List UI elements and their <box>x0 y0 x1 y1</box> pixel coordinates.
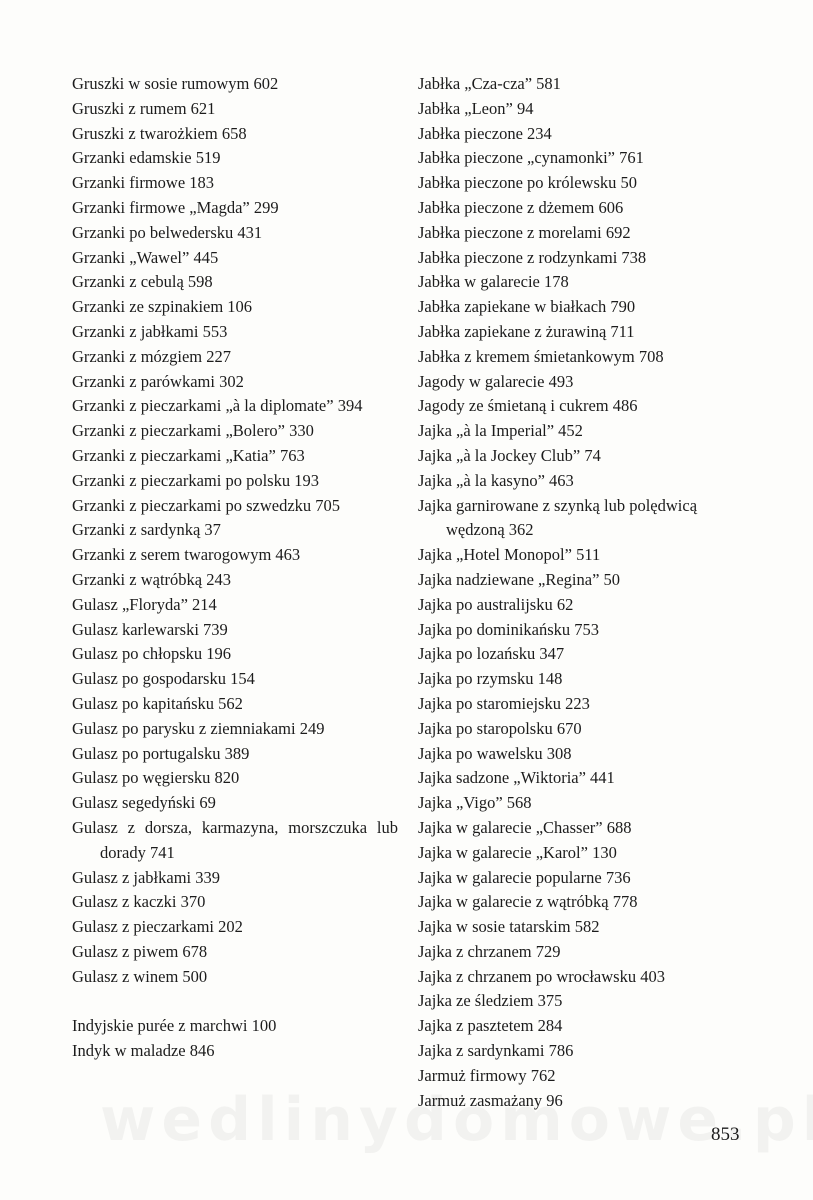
index-entry: Jajka po wawelsku 308 <box>418 743 572 763</box>
index-entry: Jabłka pieczone 234 <box>418 123 552 143</box>
index-entry: Gulasz z winem 500 <box>72 966 208 986</box>
index-entry: Gulasz po kapitańsku 562 <box>72 693 243 713</box>
index-entry: Grzanki po belwedersku 431 <box>72 222 263 242</box>
index-entry: Jajka w galarecie z wątróbką 778 <box>418 892 638 912</box>
index-entry: Gulasz „Floryda” 214 <box>72 594 217 614</box>
index-entry: Jajka z pasztetem 284 <box>418 1016 563 1036</box>
index-entry: Jajka w galarecie „Karol” 130 <box>418 842 617 862</box>
index-entry: Jajka nadziewane „Regina” 50 <box>418 569 621 589</box>
index-entry: Grzanki z pieczarkami po polsku 193 <box>72 470 319 490</box>
index-entry: Jajka sadzone „Wiktoria” 441 <box>418 768 615 788</box>
index-entry: Jajka po rzymsku 148 <box>418 669 563 689</box>
index-entry: Grzanki z serem twarogowym 463 <box>72 545 301 565</box>
index-entry: Jabłka pieczone „cynamonki” 761 <box>418 148 644 168</box>
index-entry: Grzanki z parówkami 302 <box>72 371 244 391</box>
index-entry: Jajka w sosie tatarskim 582 <box>418 917 600 937</box>
index-entry: Grzanki z pieczarkami „Katia” 763 <box>72 445 305 465</box>
index-entry: Gulasz po parysku z ziemniakami 249 <box>72 718 325 738</box>
index-entry: Jajka po dominikańsku 753 <box>418 619 600 639</box>
index-entry: Grzanki ze szpinakiem 106 <box>72 297 253 317</box>
index-entry: Gulasz po węgiersku 820 <box>72 768 240 788</box>
index-entry: Gruszki z rumem 621 <box>72 98 216 118</box>
index-entry: Jajka „Hotel Monopol” 511 <box>418 545 601 565</box>
index-entry: Jabłka zapiekane z żurawiną 711 <box>418 321 635 341</box>
index-entry: Jajka z chrzanem po wrocławsku 403 <box>418 966 665 986</box>
index-entry: Jajka w galarecie popularne 736 <box>418 867 631 887</box>
index-entry: Gulasz z piwem 678 <box>72 941 208 961</box>
index-entry: Jagody w galarecie 493 <box>418 371 574 391</box>
index-entry: Gulasz po chłopsku 196 <box>72 644 232 664</box>
index-entry: Jajka po australijsku 62 <box>418 594 574 614</box>
index-entry: Indyjskie purée z marchwi 100 <box>72 1016 277 1036</box>
index-entry: Grzanki z cebulą 598 <box>72 272 213 292</box>
index-entry: Jajka z chrzanem 729 <box>418 941 561 961</box>
index-entry: Jabłka pieczone z dżemem 606 <box>418 197 624 217</box>
index-entry: Jajka z sardynkami 786 <box>418 1041 574 1061</box>
index-entry: Jajka w galarecie „Chasser” 688 <box>418 817 632 837</box>
index-entry: Gulasz po gospodarsku 154 <box>72 669 255 689</box>
watermark <box>100 1085 813 1155</box>
index-entry: Grzanki firmowe „Magda” 299 <box>72 197 279 217</box>
index-entry: Jajka garnirowane z szynką lub polędwicą wędzoną 362 <box>418 495 698 540</box>
index-entry: Gulasz z jabłkami 339 <box>72 867 221 887</box>
page-number: 853 <box>711 1124 740 1145</box>
index-entry: Indyk w maladze 846 <box>72 1041 215 1061</box>
index-entry: Jajka ze śledziem 375 <box>418 991 563 1011</box>
index-entry: Jajka po lozańsku 347 <box>418 644 565 664</box>
index-entry: Gulasz z kaczki 370 <box>72 892 206 912</box>
index-column-right <box>418 72 756 1113</box>
index-entry: Gulasz z dorsza, karmazyna, morszczuka lub dorady 741 <box>72 817 398 862</box>
index-section-gap <box>72 989 398 1014</box>
index-entry: Jabłka w galarecie 178 <box>418 272 569 292</box>
index-entry: Gulasz segedyński 69 <box>72 793 216 813</box>
index-entry: Jabłka pieczone po królewsku 50 <box>418 173 638 193</box>
index-entry: Jabłka pieczone z rodzynkami 738 <box>418 247 647 267</box>
index-entry: Grzanki z sardynką 37 <box>72 520 221 540</box>
index-entry: Grzanki z jabłkami 553 <box>72 321 228 341</box>
index-entry: Gulasz karlewarski 739 <box>72 619 228 639</box>
index-entry: Grzanki „Wawel” 445 <box>72 247 219 267</box>
index-entry: Jajka po staromiejsku 223 <box>418 693 590 713</box>
index-entry: Gulasz z pieczarkami 202 <box>72 917 243 937</box>
index-entry: Grzanki z pieczarkami „à la diplomate” 394 <box>72 396 363 416</box>
index-entry: Grzanki z pieczarkami „Bolero” 330 <box>72 421 314 441</box>
index-entry: Grzanki z pieczarkami po szwedzku 705 <box>72 495 341 515</box>
index-entry: Jajka „Vigo” 568 <box>418 793 532 813</box>
index-entry: Grzanki z wątróbką 243 <box>72 569 231 589</box>
index-entry: Jajka „à la kasyno” 463 <box>418 470 574 490</box>
index-entry: Gruszki z twarożkiem 658 <box>72 123 247 143</box>
index-entry: Grzanki z mózgiem 227 <box>72 346 231 366</box>
index-entry: Grzanki edamskie 519 <box>72 148 221 168</box>
index-entry: Jabłka pieczone z morelami 692 <box>418 222 631 242</box>
index-entry: Grzanki firmowe 183 <box>72 173 215 193</box>
index-entry: Gruszki w sosie rumowym 602 <box>72 74 279 93</box>
index-entry: Jajka „à la Imperial” 452 <box>418 421 583 441</box>
index-entry: Jarmuż firmowy 762 <box>418 1065 556 1085</box>
index-entry: Jabłka „Cza-cza” 581 <box>418 74 561 93</box>
index-entry: Jabłka „Leon” 94 <box>418 98 534 118</box>
index-column-left <box>72 72 398 1064</box>
index-entry: Jabłka z kremem śmietankowym 708 <box>418 346 664 366</box>
index-entry: Jajka po staropolsku 670 <box>418 718 582 738</box>
index-entry: Jagody ze śmietaną i cukrem 486 <box>418 396 638 416</box>
index-entry: Jabłka zapiekane w białkach 790 <box>418 297 636 317</box>
index-entry: Jajka „à la Jockey Club” 74 <box>418 445 601 465</box>
index-entry: Gulasz po portugalsku 389 <box>72 743 250 763</box>
index-entry: Jarmuż zasmażany 96 <box>418 1090 563 1110</box>
